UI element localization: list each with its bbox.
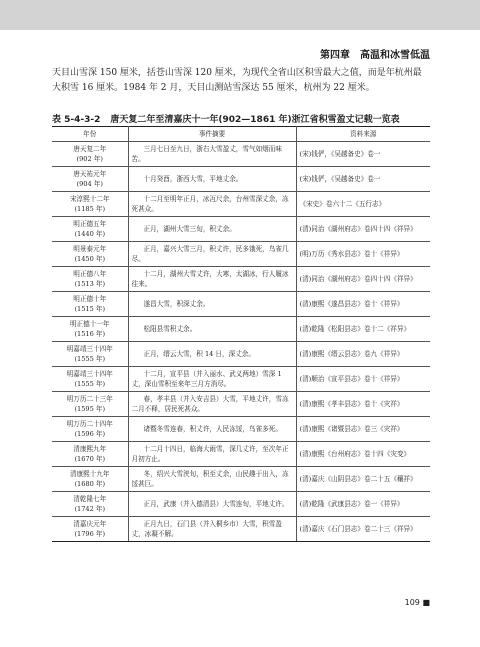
source-cell: (清)康熙《缙云县志》卷九《祥异》 (296, 342, 430, 367)
table-row (52, 342, 430, 367)
table-row (52, 492, 430, 517)
table-row (52, 167, 430, 192)
event-cell: 十月癸酉，浙西大雪，平地丈余。 (128, 167, 296, 192)
year-cell: 明嘉靖三十四年 (1555 年) (52, 367, 128, 392)
column-header-source: 资料来源 (296, 127, 430, 142)
year-cell: 唐天复二年 (902 年) (52, 142, 128, 167)
table-row (52, 267, 430, 292)
chapter-title: 第四章 高温和冰雪低温 (320, 50, 430, 61)
table-row (52, 467, 430, 492)
source-cell: (清)乾隆《武康县志》卷一《祥异》 (296, 492, 430, 517)
year-cell: 明万历二十四年 (1596 年) (52, 417, 128, 442)
table-row (52, 392, 430, 417)
source-cell: (明)万历《秀水县志》卷十《祥异》 (296, 242, 430, 267)
year-cell: 清嘉庆元年 (1796 年) (52, 517, 128, 542)
event-cell: 十二月十四日，临海大雨雪，深几丈许，至次年正月初方止。 (128, 442, 296, 467)
source-cell: (清)同治《湖州府志》卷四十四《祥异》 (296, 217, 430, 242)
source-cell: (清)康熙《台州府志》卷十四《灾变》 (296, 442, 430, 467)
table-row (52, 192, 430, 217)
source-cell: (清)康熙《孝丰县志》卷十《灾祥》 (296, 392, 430, 417)
year-cell: 清康熙九年 (1670 年) (52, 442, 128, 467)
table-row (52, 292, 430, 317)
year-cell: 明景泰元年 (1450 年) (52, 242, 128, 267)
source-cell: (清)康熙《诸暨县志》卷三《灾祥》 (296, 417, 430, 442)
table-row (52, 442, 430, 467)
event-cell: 诸暨冬雪连春，积丈许，人民冻馁，鸟雀多死。 (128, 417, 296, 442)
column-header-event: 事件摘要 (128, 127, 296, 142)
table-caption (52, 112, 432, 125)
year-cell: 明正德十一年 (1516 年) (52, 317, 128, 342)
year-cell: 明正德八年 (1513 年) (52, 267, 128, 292)
year-cell: 明嘉靖三十四年 (1555 年) (52, 342, 128, 367)
year-cell: 唐天祐元年 (904 年) (52, 167, 128, 192)
table-row (52, 217, 430, 242)
header-band (0, 0, 480, 30)
intro-paragraph: 天目山雪深 150 厘米，括苍山雪深 120 厘米，为现代全省山区积雪最大之值，而是年杭州最大积雪 16 厘米。1984 年 2 月，天目山测站雪深达 55 厘米，杭州为 22 厘米。 (52, 68, 422, 93)
page-number: 109 ■ (404, 598, 430, 607)
event-cell: 松阳县雪积丈余。 (128, 317, 296, 342)
year-cell: 明正德五年 (1440 年) (52, 217, 128, 242)
event-cell: 十二月至明年正月，冰冱尺余，台州雪深丈余，冻死甚众。 (128, 192, 296, 217)
table-row (52, 417, 430, 442)
table-body (52, 142, 430, 542)
table-row (52, 517, 430, 542)
event-cell: 正月，缙云大雪，积 14 日，深丈余。 (128, 342, 296, 367)
table-row (52, 242, 430, 267)
table-header-row (52, 127, 430, 142)
column-header-year: 年份 (52, 127, 128, 142)
source-cell: 《宋史》卷六十二《五行志》 (296, 192, 430, 217)
source-cell: (宋)钱俨，《吴越备史》卷一 (296, 167, 430, 192)
event-cell: 三月七日至九日，浙右大雪盈丈，雪气如烟而味苦。 (128, 142, 296, 167)
table-row (52, 142, 430, 167)
source-cell: (清)乾隆《松阳县志》卷十二《祥异》 (296, 317, 430, 342)
table-number: 表 5-4-3-2 (52, 115, 101, 125)
source-cell: (清)嘉庆《山阴县志》卷二十五《穰祥》 (296, 467, 430, 492)
year-cell: 宋淳熙十二年 (1185 年) (52, 192, 128, 217)
source-cell: (清)同治《湖州府志》卷四十四《祥异》 (296, 267, 430, 292)
year-cell: 明万历二十三年 (1595 年) (52, 392, 128, 417)
year-cell: 清乾隆七年 (1742 年) (52, 492, 128, 517)
event-cell: 春，孝丰县（并入安吉县）大雪，平地丈许，雪冻二月不释，居民死甚众。 (128, 392, 296, 417)
event-cell: 十二月，宣平县（并入丽水、武义两地）雪深 1 丈，深山雪积至来年三月方消尽。 (128, 367, 296, 392)
table-title: 唐天复二年至清嘉庆十一年(902—1861 年)浙江省积雪盈丈记载一览表 (110, 115, 400, 125)
event-cell: 正月九日，石门县（并入桐乡市）大雪，积雪盈丈，冰凝不解。 (128, 517, 296, 542)
source-cell: (宋)钱俨，《吴越备史》卷一 (296, 142, 430, 167)
event-cell: 冬，绍兴大雪浃旬，积至丈余，山民趣于出入，冻馁甚巨。 (128, 467, 296, 492)
table-row (52, 317, 430, 342)
event-cell: 十二月，湖州大雪丈许，大寒，太湖冰，行人履冰往来。 (128, 267, 296, 292)
source-cell: (清)康熙《遂昌县志》卷十《祥异》 (296, 292, 430, 317)
event-cell: 正月，武康（并入德清县）大雪连旬，平地丈许。 (128, 492, 296, 517)
year-cell: 明正德十年 (1515 年) (52, 292, 128, 317)
event-cell: 正月，湖州大雪三旬，积丈余。 (128, 217, 296, 242)
source-cell: (清)顺治《宣平县志》卷十《祥异》 (296, 367, 430, 392)
table-row (52, 367, 430, 392)
year-cell: 清康熙十九年 (1680 年) (52, 467, 128, 492)
snow-records-table (52, 126, 430, 542)
event-cell: 遂昌大雪，积深丈余。 (128, 292, 296, 317)
event-cell: 正月，嘉兴大雪三月，积丈许，民多饿死，鸟雀几尽。 (128, 242, 296, 267)
source-cell: (清)嘉庆《石门县志》卷二十三《祥异》 (296, 517, 430, 542)
